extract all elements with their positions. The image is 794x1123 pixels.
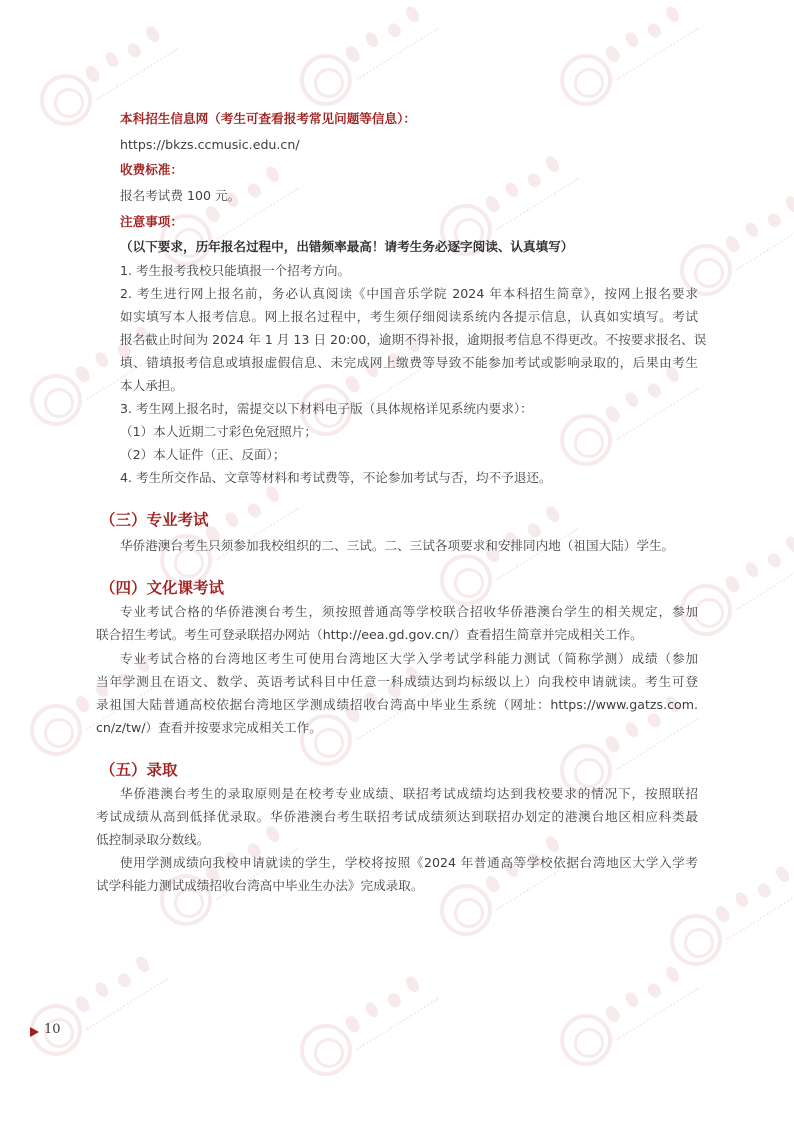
note-item-3-sub-2: （2）本人证件（正、反面）；: [120, 447, 286, 462]
note-item-2-line: 如实填写本人报考信息。网上报名过程中，考生须仔细阅读系统内各提示信息，认真如实填写。考试: [120, 309, 698, 324]
section-5-para-2-line: 使用学测成绩向我校申请就读的学生，学校将按照《2024 年普通高等学校依据台湾地区大学入学考: [120, 855, 698, 870]
section-5-heading: （五）录取: [100, 761, 178, 779]
watermark-logo: [560, 1000, 710, 1110]
note-item-2-line: 填、错填报考信息或填报虚假信息、未完成网上缴费等导致不能参加考试或影响录取的，后果由考生: [120, 355, 698, 370]
watermark-logo: [300, 370, 450, 480]
watermark-logo: [440, 870, 590, 980]
watermark-logo: [300, 40, 450, 150]
page-number: 10: [44, 1022, 61, 1037]
watermark-logo: [300, 1010, 450, 1120]
section-4-para-2-line: 专业考试合格的台湾地区考生可使用台湾地区大学入学考试学科能力测试（简称学测）成绩（参加: [120, 651, 698, 666]
note-item-3-sub-1: （1）本人近期二寸彩色免冠照片；: [120, 424, 317, 439]
fee-label: 收费标准：: [120, 162, 183, 177]
section-4-para-2-line: 当年学测且在语文、数学、英语考试科目中任意一科成绩达到均标级以上）向我校申请就读。考生可登: [96, 674, 698, 689]
section-5-para-1-line: 低控制录取分数线。: [96, 832, 210, 847]
watermark-logo: [670, 900, 794, 1010]
notes-warning: （以下要求，历年报名过程中，出错频率最高！请考生务必逐字阅读、认真填写）: [120, 239, 574, 254]
note-item-1: 1. 考生报考我校只能填报一个招考方向。: [120, 263, 351, 278]
watermark-logo: [30, 990, 180, 1100]
website-url-link[interactable]: https://bkzs.ccmusic.edu.cn/: [120, 137, 300, 152]
note-item-2-line: 2. 考生进行网上报名前，务必认真阅读《中国音乐学院 2024 年本科招生简章》，按网上报名要求: [120, 286, 698, 301]
watermark-logo: [560, 40, 710, 150]
notes-label: 注意事项：: [120, 214, 183, 229]
watermark-logo: [560, 400, 710, 510]
page-arrow-icon: [30, 1027, 39, 1037]
section-4-para-1-line: 联合招生考试。考生可登录联招办网站（http://eea.gd.gov.cn/）查看招生简章并完成相关工作。: [96, 627, 643, 642]
section-4-para-2-line: 录祖国大陆普通高校依据台湾地区学测成绩招收台湾高中毕业生系统（网址：https://www.gatzs.com.: [96, 697, 698, 712]
section-3-heading: （三）专业考试: [100, 511, 209, 529]
section-5-para-2-line: 试学科能力测试成绩招收台湾高中毕业生办法》完成录取。: [96, 878, 424, 893]
section-5-para-1-line: 华侨港澳台考生的录取原则是在校考专业成绩、联招考试成绩均达到我校要求的情况下，按照联招: [120, 786, 698, 801]
note-item-4: 4. 考生所交作品、文章等材料和考试费等，不论参加考试与否，均不予退还。: [120, 470, 552, 485]
section-3-text: 华侨港澳台考生只须参加我校组织的二、三试。二、三试各项要求和安排同内地（祖国大陆）学生。: [120, 538, 675, 553]
note-item-2-line: 本人承担。: [120, 378, 183, 393]
note-item-2-line: 报名截止时间为 2024 年 1 月 13 日 20:00，逾期不得补报，逾期报考信息不得更改。不按要求报名、误: [120, 332, 707, 347]
section-5-para-1-line: 考试成绩从高到低择优录取。华侨港澳台考生联招考试成绩须达到联招办划定的港澳台地区相应科类最: [96, 809, 698, 824]
fee-text: 报名考试费 100 元。: [120, 188, 241, 203]
section-4-para-1-line: 专业考试合格的华侨港澳台考生，须按照普通高等学校联合招收华侨港澳台学生的相关规定，参加: [120, 604, 698, 619]
note-item-3: 3. 考生网上报名时，需提交以下材料电子版（具体规格详见系统内要求）：: [120, 401, 533, 416]
section-4-para-2-line: cn/z/tw/）查看并按要求完成相关工作。: [96, 720, 322, 735]
section-4-heading: （四）文化课考试: [100, 579, 225, 597]
website-label: 本科招生信息网（考生可查看报考常见问题等信息）：: [120, 111, 416, 126]
